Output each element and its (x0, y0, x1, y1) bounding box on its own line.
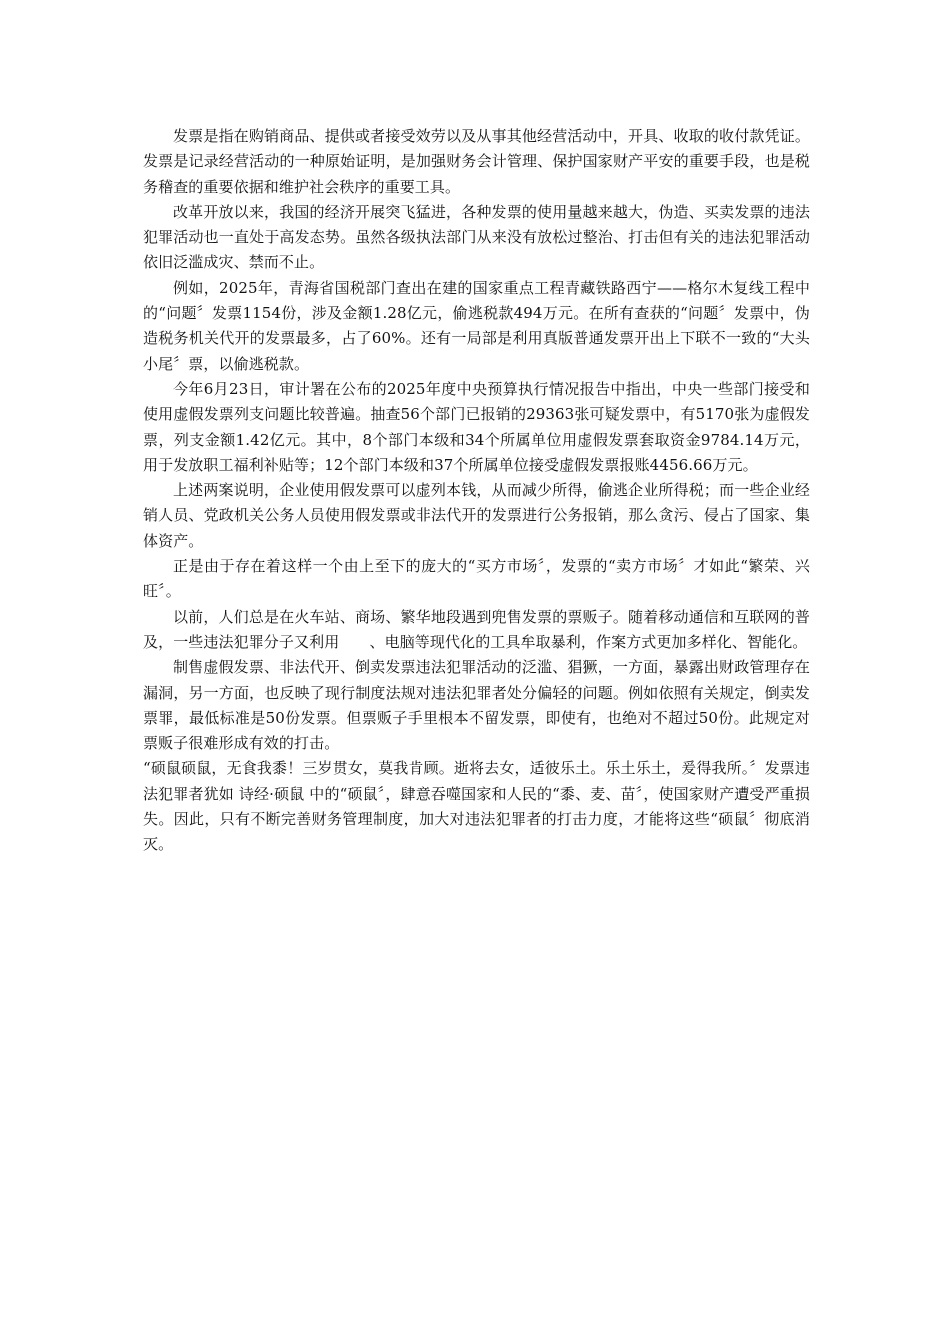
paragraph-ticket-vendors: 以前，人们总是在火车站、商场、繁华地段遇到兜售发票的票贩子。随着移动通信和互联网的普及，一些违法犯罪分子又利用 、电脑等现代化的工具牟取暴利，作案方式更加多样化、智能化。 (143, 607, 810, 651)
paragraph-reform-background: 改革开放以来，我国的经济开展突飞猛进，各种发票的使用量越来越大，伪造、买卖发票的违法犯罪活动也一直处于高发态势。虽然各级执法部门从来没有放松过整治、打击但有关的违法犯罪活动依旧泛滥成灾、禁而不止。 (143, 202, 810, 272)
paragraph-case-analysis: 上述两案说明，企业使用假发票可以虚列本钱，从而减少所得，偷逃企业所得税；而一些企业经销人员、党政机关公务人员使用假发票或非法代开的发票进行公务报销，那么贪污、侵占了国家、集体资产。 (143, 481, 810, 550)
paragraph-invoice-definition: 发票是指在购销商品、提供或者接受效劳以及从事其他经营活动中，开具、收取的收付款凭证。发票是记录经营活动的一种原始证明，是加强财务会计管理、保护国家财产平安的重要手段，也是税务稽查的重要依据和维护社会秩序的重要工具。 (143, 127, 810, 196)
paragraph-audit-report: 今年6月23日，审计署在公布的2025年度中央预算执行情况报告中指出，中央一些部门接受和使用虚假发票列支问题比较普遍。抽查56个部门已报销的29363张可疑发票中，有5170张为虚假发票，列支金额1.42亿元。其中，8个部门本级和34个所属单位用虚假发票套取资金9784.14万元，用于发放职工福利补贴等；12个部门本级和37个所属单位接受虚假发票报账4456.66万元。 (143, 379, 810, 474)
paragraph-qinghai-case: 例如，2025年，青海省国税部门查出在建的国家重点工程青藏铁路西宁——格尔木复线工程中的“问题〞发票1154份，涉及金额1.28亿元，偷逃税款494万元。在所有查获的“问题〞发票中，伪造税务机关代开的发票最多，占了60%。还有一局部是利用真版普通发票开出上下联不一致的“大头小尾〞票，以偷逃税款。 (143, 278, 810, 373)
document-body (143, 124, 810, 858)
paragraph-conclusion-shuoshu: “硕鼠硕鼠，无食我黍！三岁贯女，莫我肯顾。逝将去女，适彼乐土。乐土乐土，爰得我所。〞发票违法犯罪者犹如 诗经·硕鼠 中的“硕鼠〞，肆意吞噬国家和人民的“黍、麦、苗〞，使国家财产遭受严重损失。因此，只有不断完善财务管理制度，加大对违法犯罪者的打击力度，才能将这些“硕鼠〞彻底消灭。 (143, 759, 810, 854)
paragraph-buyer-market: 正是由于存在着这样一个由上至下的庞大的“买方市场〞，发票的“卖方市场〞才如此“繁荣、兴旺〞。 (143, 557, 810, 601)
paragraph-management-loopholes: 制售虚假发票、非法代开、倒卖发票违法犯罪活动的泛滥、猖獗，一方面，暴露出财政管理存在漏洞，另一方面，也反映了现行制度法规对违法犯罪者处分偏轻的问题。例如依照有关规定，倒卖发票罪，最低标准是50份发票。但票贩子手里根本不留发票，即使有，也绝对不超过50份。此规定对票贩子很难形成有效的打击。 (143, 658, 810, 753)
